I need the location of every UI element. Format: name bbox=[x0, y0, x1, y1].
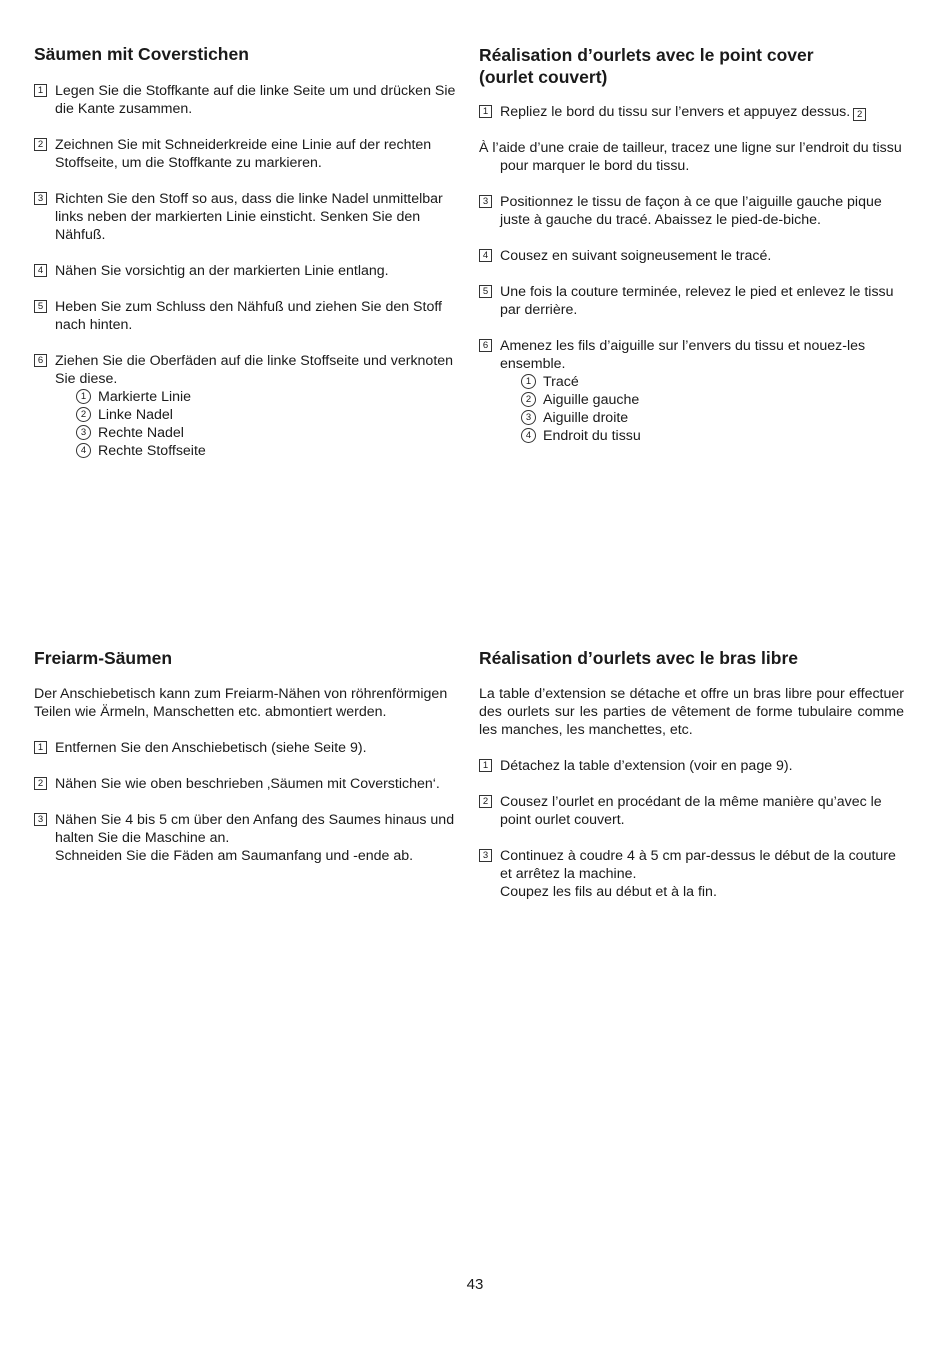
step-text: Une fois la couture terminée, relevez le pied et enlevez le tissu par derrière. bbox=[500, 284, 894, 318]
section-fr-freearm bbox=[479, 647, 904, 901]
step-3 bbox=[479, 847, 904, 901]
step-1 bbox=[479, 103, 904, 121]
legend-item bbox=[34, 442, 459, 460]
step-6 bbox=[479, 337, 904, 373]
step-text: Continuez à coudre 4 à 5 cm par-dessus le début de la couture et arrêtez la machine. bbox=[500, 848, 896, 882]
section-title: Säumen mit Coverstichen bbox=[34, 44, 249, 64]
step-3 bbox=[479, 193, 904, 229]
intro-text: La table d’extension se détache et offre un bras libre pour effectuer des ourlets sur les parties de vêtement de forme tubulaire comme les manches, les manchettes, etc. bbox=[479, 686, 904, 738]
step-number-box: 4 bbox=[34, 264, 47, 277]
step-text: Cousez en suivant soigneusement le tracé. bbox=[500, 248, 772, 264]
step-5 bbox=[34, 298, 459, 334]
step-5 bbox=[479, 283, 904, 319]
step-text: Cousez l’ourlet en procédant de la même manière qu’avec le point ourlet couvert. bbox=[500, 794, 882, 828]
step-text: Détachez la table d’extension (voir en page 9). bbox=[500, 758, 793, 774]
legend-item bbox=[34, 424, 459, 442]
step-1 bbox=[34, 82, 459, 118]
intro-text: Der Anschiebetisch kann zum Freiarm-Nähen von röhrenförmigen Teilen wie Ärmeln, Manschetten etc. abmontiert werden. bbox=[34, 686, 448, 720]
legend-text: Tracé bbox=[543, 374, 579, 390]
legend-number-circle: 4 bbox=[521, 428, 536, 443]
legend-text: Markierte Linie bbox=[98, 389, 192, 405]
legend-number-circle: 4 bbox=[76, 443, 91, 458]
step-number-box: 5 bbox=[479, 285, 492, 298]
step-text: Repliez le bord du tissu sur l’envers et appuyez dessus. bbox=[500, 104, 851, 120]
legend-number-circle: 3 bbox=[521, 410, 536, 425]
step-2 bbox=[34, 775, 459, 793]
step-number-box: 5 bbox=[34, 300, 47, 313]
step-2 bbox=[479, 793, 904, 829]
step-number-box: 2 bbox=[34, 777, 47, 790]
step-number-box: 1 bbox=[34, 84, 47, 97]
legend-number-circle: 3 bbox=[76, 425, 91, 440]
step-number-box: 1 bbox=[479, 759, 492, 772]
step-text: Amenez les fils d’aiguille sur l’envers du tissu et nouez-les ensemble. bbox=[500, 338, 866, 372]
legend-item bbox=[479, 391, 904, 409]
section-title: Freiarm-Säumen bbox=[34, 648, 173, 668]
legend-item bbox=[34, 406, 459, 424]
page-number: 43 bbox=[466, 1276, 484, 1293]
legend-text: Aiguille droite bbox=[543, 410, 629, 426]
legend-item bbox=[34, 388, 459, 406]
section-de-freearm bbox=[34, 647, 459, 865]
legend-text: Rechte Stoffseite bbox=[98, 443, 206, 459]
step-text-continued: Schneiden Sie die Fäden am Saumanfang und -ende ab. bbox=[55, 848, 414, 864]
step-text: Nähen Sie wie oben beschrieben ‚Säumen mit Coverstichen‘. bbox=[55, 776, 440, 792]
step-text: Zeichnen Sie mit Schneiderkreide eine Linie auf der rechten Stoffseite, um die Stoffkante zu markieren. bbox=[55, 137, 432, 171]
legend-item bbox=[479, 427, 904, 445]
step-text: Ziehen Sie die Oberfäden auf die linke Stoffseite und verknoten Sie diese. bbox=[55, 353, 454, 387]
step-text: Legen Sie die Stoffkante auf die linke Seite um und drücken Sie die Kante zusammen. bbox=[55, 83, 456, 117]
step-number-box: 3 bbox=[479, 195, 492, 208]
step-number-box: 2 bbox=[34, 138, 47, 151]
legend-text: Endroit du tissu bbox=[543, 428, 641, 444]
legend-text: Rechte Nadel bbox=[98, 425, 184, 441]
step-text: Richten Sie den Stoff so aus, dass die linke Nadel unmittelbar links neben der markierten Linie einsticht. Senken Sie den Nähfuß. bbox=[55, 191, 443, 243]
step-number-box: 1 bbox=[479, 105, 492, 118]
legend-number-circle: 2 bbox=[76, 407, 91, 422]
section-title-line1: Réalisation d’ourlets avec le point cover bbox=[479, 45, 814, 65]
legend-item bbox=[479, 409, 904, 427]
section-title: Réalisation d’ourlets avec le bras libre bbox=[479, 648, 799, 668]
step-text: Heben Sie zum Schluss den Nähfuß und ziehen Sie den Stoff nach hinten. bbox=[55, 299, 442, 333]
legend-number-circle: 1 bbox=[76, 389, 91, 404]
section-title-line2: (ourlet couvert) bbox=[479, 67, 608, 87]
step-number-box: 2 bbox=[479, 795, 492, 808]
step-2-text: À l’aide d’une craie de tailleur, tracez une ligne sur l’endroit du tissu pour marquer le bord du tissu. bbox=[479, 140, 902, 174]
legend-item bbox=[479, 373, 904, 391]
step-text-continued: Coupez les fils au début et à la fin. bbox=[500, 884, 717, 900]
step-text: Positionnez le tissu de façon à ce que l’aiguille gauche pique juste à gauche du tracé. Abaissez le pied-de-biche. bbox=[500, 194, 882, 228]
step-3 bbox=[34, 190, 459, 244]
section-title bbox=[479, 44, 904, 88]
step-6 bbox=[34, 352, 459, 388]
step-number-box: 6 bbox=[34, 354, 47, 367]
step-text: Nähen Sie 4 bis 5 cm über den Anfang des Saumes hinaus und halten Sie die Maschine an. bbox=[55, 812, 455, 846]
step-1 bbox=[479, 757, 904, 775]
section-fr-cover bbox=[479, 44, 904, 445]
step-text: Nähen Sie vorsichtig an der markierten Linie entlang. bbox=[55, 263, 389, 279]
step-number-box: 3 bbox=[34, 813, 47, 826]
legend-text: Linke Nadel bbox=[98, 407, 173, 423]
step-3 bbox=[34, 811, 459, 865]
step-number-box: 3 bbox=[34, 192, 47, 205]
section-de-cover bbox=[34, 43, 459, 460]
step-4 bbox=[34, 262, 459, 280]
step-number-box: 2 bbox=[853, 108, 866, 121]
step-text: Entfernen Sie den Anschiebetisch (siehe Seite 9). bbox=[55, 740, 367, 756]
step-1 bbox=[34, 739, 459, 757]
legend-text: Aiguille gauche bbox=[543, 392, 640, 408]
step-number-box: 3 bbox=[479, 849, 492, 862]
step-4 bbox=[479, 247, 904, 265]
step-number-box: 1 bbox=[34, 741, 47, 754]
step-number-box: 6 bbox=[479, 339, 492, 352]
legend-number-circle: 2 bbox=[521, 392, 536, 407]
legend-number-circle: 1 bbox=[521, 374, 536, 389]
step-number-box: 4 bbox=[479, 249, 492, 262]
step-2 bbox=[34, 136, 459, 172]
